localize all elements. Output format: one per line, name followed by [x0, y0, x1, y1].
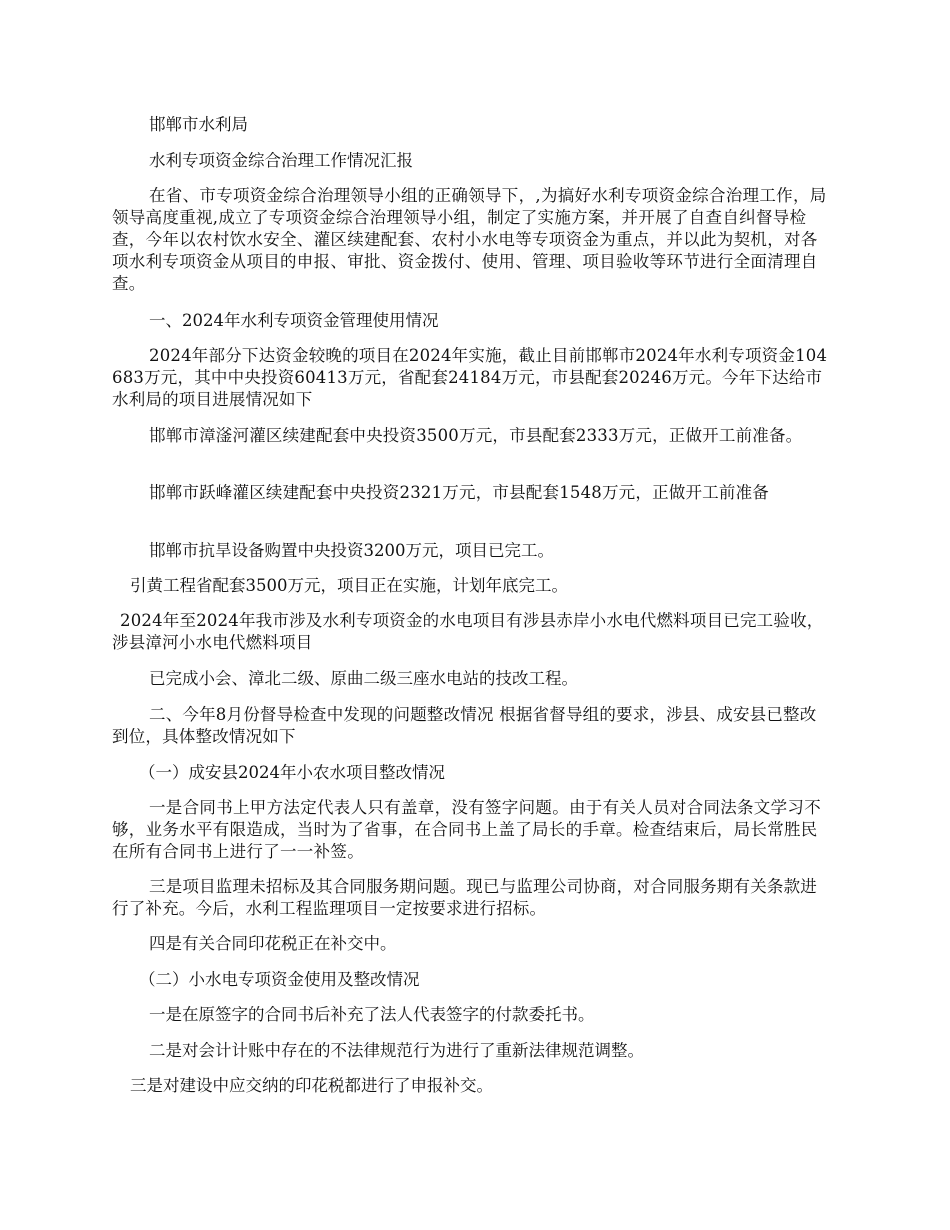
section-heading-2: 二、今年8月份督导检查中发现的问题整改情况 根据省督导组的要求，涉县、成安县已整改到位，具体整改情况如下: [112, 705, 817, 746]
org-name: 邯郸市水利局: [149, 115, 248, 134]
report-title: 水利专项资金综合治理工作情况汇报: [149, 151, 413, 170]
body-paragraph: 引黄工程省配套3500万元，项目正在实施，计划年底完工。: [130, 576, 568, 595]
body-paragraph: 2024年至2024年我市涉及水利专项资金的水电项目有涉县赤岸小水电代燃料项目已完工验收，涉县漳河小水电代燃料项目: [112, 611, 824, 652]
intro-paragraph: 在省、市专项资金综合治理领导小组的正确领导下，,为搞好水利专项资金综合治理工作，局领导高度重视,成立了专项资金综合治理领导小组，制定了实施方案，并开展了自查自纠督导检查，今年以农村饮水安全、灌区续建配套、农村小水电等专项资金为重点，并以此为契机，对各项水利专项资金从项目的申报、审批、资金拨付、使用、管理、项目验收等环节进行全面清理自查。: [112, 186, 827, 293]
body-paragraph: 邯郸市抗旱设备购置中央投资3200万元，项目已完工。: [149, 541, 554, 560]
body-paragraph: 邯郸市跃峰灌区续建配套中央投资2321万元，市县配套1548万元，正做开工前准备: [149, 483, 769, 502]
body-paragraph: 二是对会计计账中存在的不法律规范行为进行了重新法律规范调整。: [149, 1041, 644, 1060]
body-paragraph: 一是合同书上甲方法定代表人只有盖章，没有签字问题。由于有关人员对合同法条文学习不够，业务水平有限造成，当时为了省事，在合同书上盖了局长的手章。检查结束后，局长常胜民在所有合同书上进行了一一补签。: [112, 798, 821, 861]
body-paragraph: 一是在原签字的合同书后补充了法人代表签字的付款委托书。: [149, 1005, 595, 1024]
body-paragraph: 四是有关合同印花税正在补交中。: [149, 934, 397, 953]
body-paragraph: 三是项目监理未招标及其合同服务期问题。现已与监理公司协商，对合同服务期有关条款进行了补充。今后，水利工程监理项目一定按要求进行招标。: [112, 877, 817, 918]
body-paragraph: 2024年部分下达资金较晚的项目在2024年实施，截止目前邯郸市2024年水利专项资金104683万元，其中中央投资60413万元，省配套24184万元，市县配套20246万元。今年下达给市水利局的项目进展情况如下: [112, 346, 828, 409]
subsection-heading-1: （一）成安县2024年小农水项目整改情况: [139, 763, 445, 782]
section-heading-1: 一、2024年水利专项资金管理使用情况: [149, 311, 439, 330]
subsection-heading-2: （二）小水电专项资金使用及整改情况: [139, 970, 420, 989]
body-paragraph: 邯郸市漳滏河灌区续建配套中央投资3500万元，市县配套2333万元，正做开工前准备。: [149, 426, 803, 445]
body-paragraph: 三是对建设中应交纳的印花税都进行了申报补交。: [130, 1076, 493, 1095]
body-paragraph: 已完成小会、漳北二级、原曲二级三座水电站的技改工程。: [149, 669, 578, 688]
